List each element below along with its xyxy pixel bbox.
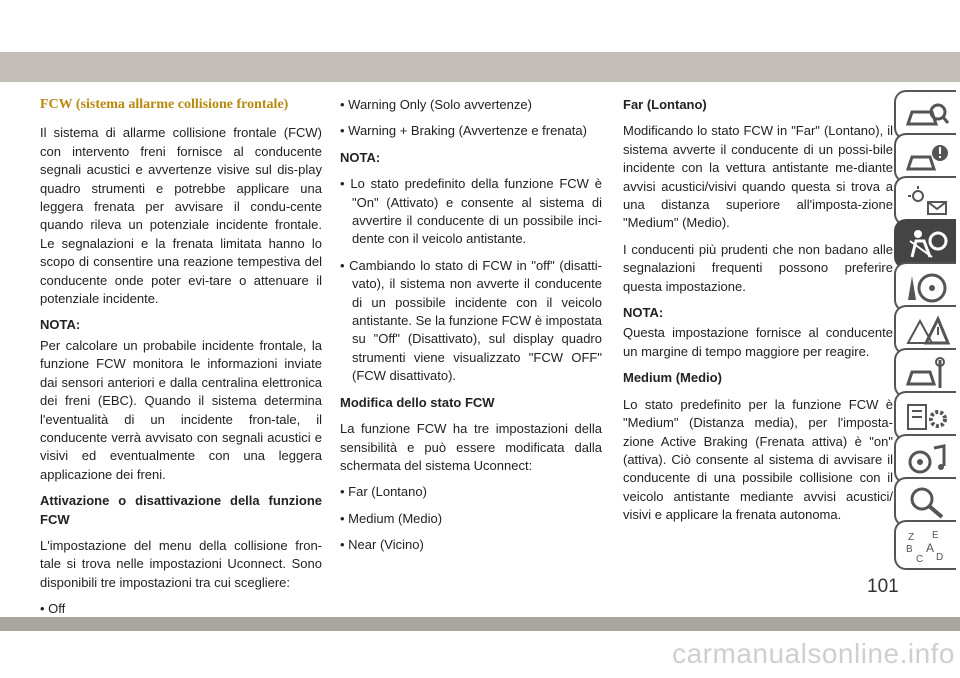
nota-label-2: NOTA: — [340, 149, 381, 165]
bullet-off: • Off — [40, 601, 66, 617]
page-number: 101 — [867, 576, 899, 597]
column-3 — [623, 96, 893, 533]
svg-text:D: D — [936, 552, 944, 563]
header-band — [0, 52, 960, 82]
seatbelt-airbag-icon — [904, 227, 950, 263]
magnifier-icon — [904, 485, 950, 521]
column-2 — [340, 96, 602, 563]
bullet-warning-only: • Warning Only (Solo avvertenze) — [340, 97, 532, 112]
far-text-2: I conducenti più prudenti che non badano alle segnalazioni frequenti possono preferire questa impostazione. — [623, 241, 893, 294]
bullet-medium: • Medium (Medio) — [340, 510, 443, 526]
modify-text: La funzione FCW ha tre impostazioni della sensibilità e può essere modificata dalla schermata del sistema Uconnect: — [340, 421, 602, 473]
alphabet-index-icon — [904, 528, 950, 564]
car-search-icon — [904, 98, 950, 134]
bullet-near: • Near (Vicino) — [340, 537, 424, 553]
svg-text:Z: Z — [908, 532, 915, 543]
dashboard-lights-icon — [904, 184, 950, 220]
nota-text-3: Questa impostazione fornisce al conducente un margine di tempo maggiore per reagire. — [623, 325, 893, 359]
section-heading: FCW (sistema allarme collisione frontale) — [40, 97, 289, 112]
far-text: Modificando lo stato FCW in "Far" (Lontano), il sistema avverte il conducente di un possi-bile incidente con la vettura antistante me-diante avvisi acustici/visivi quando questa si trova a una distanza superiore all'imposta-zione "Medium" (Medio). — [623, 123, 893, 231]
medium-text: Lo stato predefinito per la funzione FCW è "Medium" (Distanza media), per l'imposta-zione Active Braking (Frenata attiva) è "on" (attiva). Ciò consente al sistema di avvisare il conducente di una possibile collisione con il veicolo antistante mediante avvisi acustici/ visivi e applicare la frenata autonoma. — [623, 396, 893, 523]
bullet-warning-braking: • Warning + Braking (Avvertenze e frenata) — [340, 123, 587, 139]
nota-label-3: NOTA: — [623, 305, 664, 321]
svg-text:C: C — [916, 554, 924, 564]
nota-bullet-2: • Cambiando lo stato di FCW in "off" (disatti-vato), il sistema non avverte il conducente di un possibile incidente con il veicolo antistante. Se la funzione FCW è impostata su "Off" (Disattivato), sul display quadro strumenti viene visualizzato "FCW OFF" (FCW disattivato). — [340, 257, 603, 384]
subheading-activation: Attivazione o disattivazione della funzione FCW — [40, 493, 322, 527]
nota-label: NOTA: — [40, 317, 81, 333]
column-1 — [40, 96, 322, 627]
subheading-modify: Modifica dello stato FCW — [340, 394, 495, 410]
nota-bullet-1: • Lo stato predefinito della funzione FCW è "On" (Attivato) e consente al sistema di avvertire il conducente di un possibile inci-dente con il veicolo antistante. — [340, 176, 602, 247]
svg-text:E: E — [932, 530, 939, 541]
car-tools-icon — [904, 356, 950, 392]
svg-text:B: B — [906, 544, 913, 555]
multimedia-icon — [904, 442, 950, 478]
steering-wheel-icon — [904, 270, 950, 306]
watermark: carmanualsonline.info — [672, 638, 955, 669]
far-heading: Far (Lontano) — [623, 97, 707, 112]
medium-heading: Medium (Medio) — [623, 370, 722, 386]
footer-band — [0, 617, 960, 631]
svg-text:A: A — [926, 541, 935, 555]
activation-text: L'impostazione del menu della collisione fron-tale si trova nelle impostazioni Uconnect. Sono disponibili tre impostazioni tra cui scegliere: — [40, 537, 322, 590]
car-warning-icon — [904, 141, 950, 177]
bullet-far: • Far (Lontano) — [340, 484, 427, 500]
nota-text: Per calcolare un probabile incidente frontale, la funzione FCW monitora le informazioni inviate dai sensori anteriori e dalla centralina elettronica dei freni (EBC). Quando il sistema determina l'eventualità di un incidente fron-tale, il conducente verrà avvisato con segnali acustici e visivi ed eventualmente con una leggera applicazione dei freni. — [40, 337, 322, 482]
intro-paragraph: Il sistema di allarme collisione frontale (FCW) con intervento freni fornisce al conducente segnali acustici e avvertenze visive sul dis-play quadro strumenti e potrebbe applicare una leggera frenata per avvisare il condu-cente quando rileva un potenziale incidente frontale. Le segnalazioni e la frenata limitata hanno lo scopo di consentire una reazione tempestiva del conducente onde poter evi-tare o attenuare il potenziale incidente. — [40, 125, 322, 307]
road-hazard-icon — [904, 313, 950, 349]
tab-alphabet-index[interactable] — [894, 520, 956, 570]
gear-settings-icon — [904, 399, 950, 435]
